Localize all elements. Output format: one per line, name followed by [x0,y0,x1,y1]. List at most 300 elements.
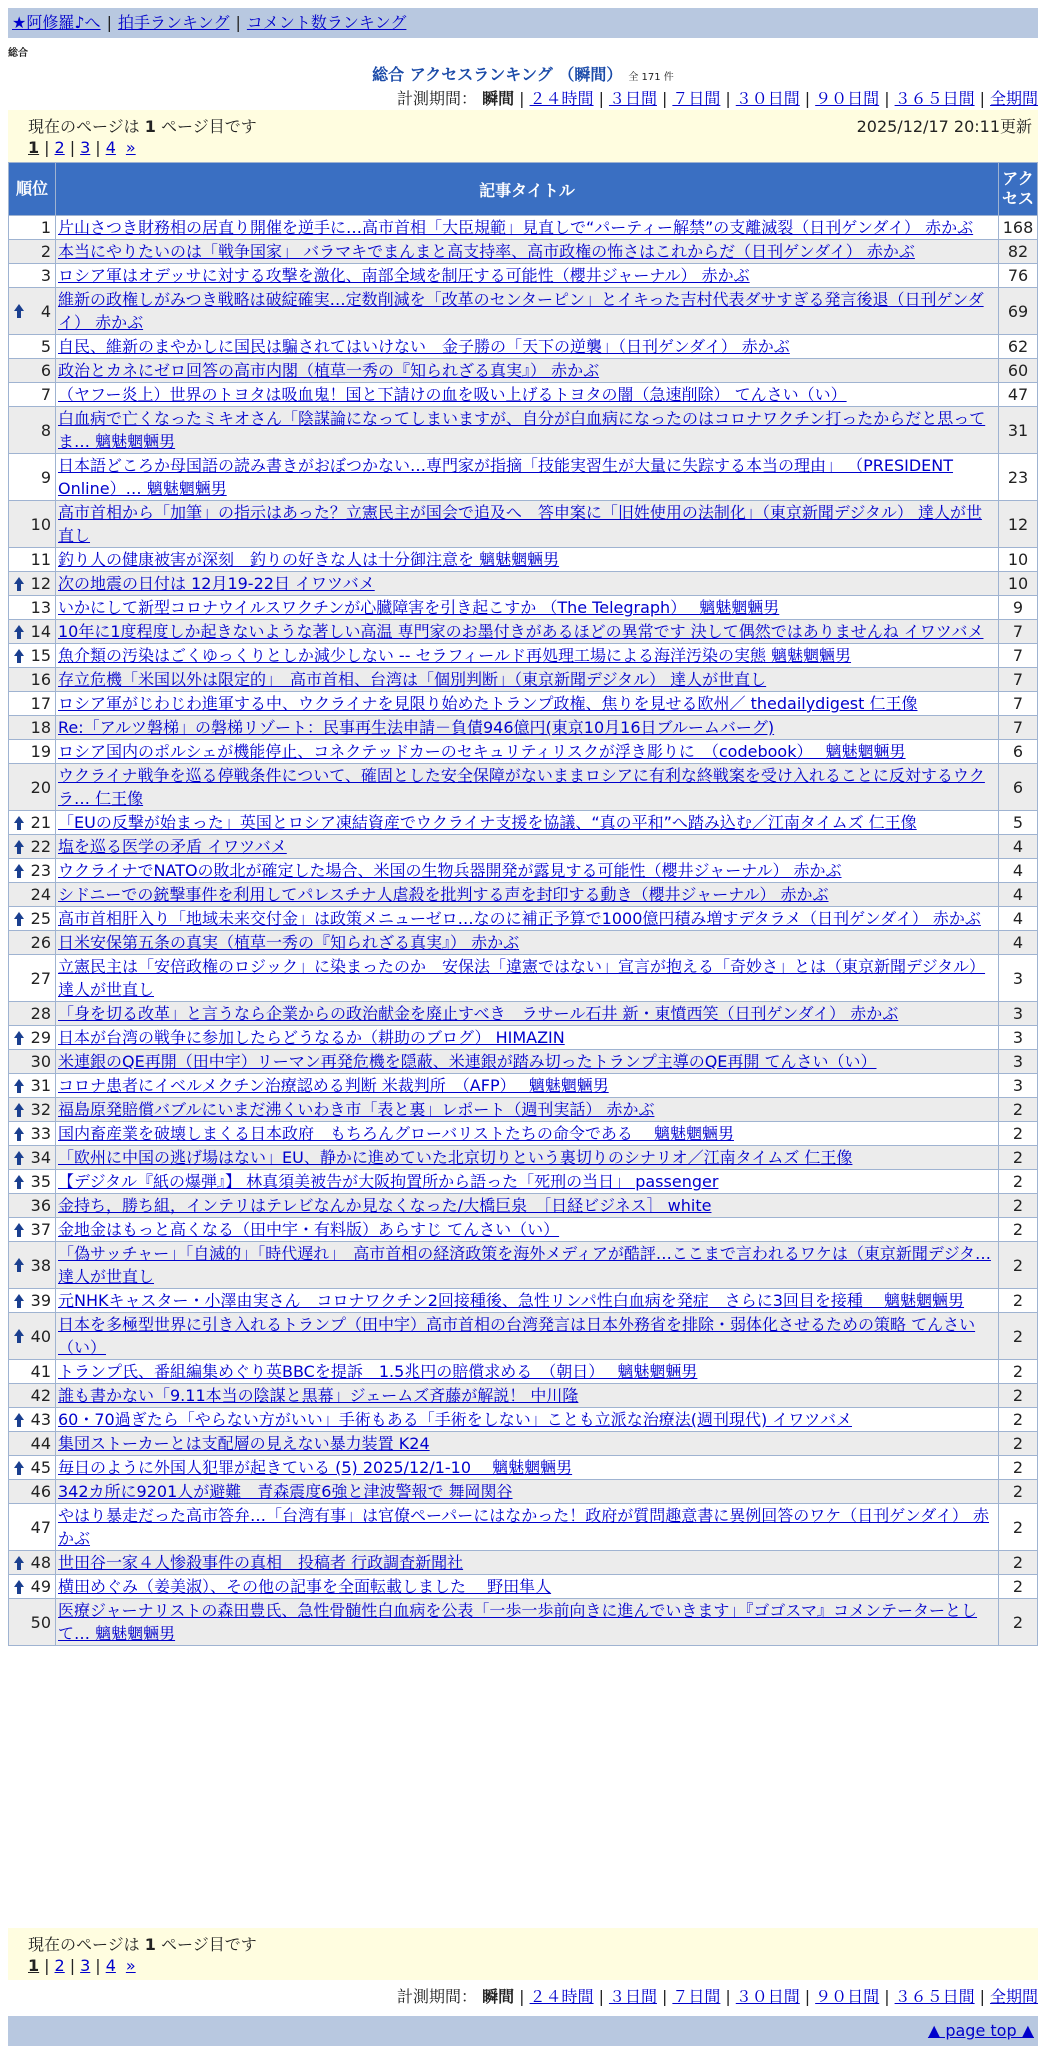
rank-number: 4 [40,301,51,321]
period-option-90d[interactable]: ９０日間 [815,89,880,108]
pager-bottom: 1 | 2 | 3 | 4 » [28,1956,136,1975]
access-count: 2 [999,1575,1038,1599]
title-cell [56,548,999,572]
article-title-link[interactable]: 「偽サッチャー」「自滅的」「時代遅れ」 高市首相の経済政策を海外メディアが酷評…ここまで言われるワケは（東京新聞デジタ… 達人が世直し [58,1244,991,1286]
article-title-link[interactable]: 自民、維新のまやかしに国民は騙されてはいけない 金子勝の「天下の逆襲」（日刊ゲンダイ） 赤かぶ [58,337,790,356]
rank-number: 35 [30,1172,51,1191]
table-row [9,240,1038,264]
rank-number: 27 [30,968,51,988]
article-title-link[interactable]: 金持ち，勝ち組，インテリはテレビなんか見なくなった/大橋巨泉 ［日経ビジネス］ white [58,1196,712,1215]
article-title-link[interactable]: 本当にやりたいのは「戦争国家」 バラマキでまんまと高支持率、高市政権の怖さはこれからだ（日刊ゲンダイ） 赤かぶ [58,242,915,261]
title-cell [56,383,999,407]
header-title: 記事タイトル [56,163,999,216]
rank-number: 8 [40,420,51,440]
article-title-link[interactable]: コロナ患者にイベルメクチン治療認める判断 米裁判所 （AFP） 魑魅魍魎男 [58,1076,609,1095]
rank-number: 1 [40,218,51,237]
rank-cell [9,1384,56,1408]
access-count: 12 [999,501,1038,548]
title-cell [56,1575,999,1599]
article-title-link[interactable]: ロシア軍はオデッサに対する攻撃を激化、南部全域を制圧する可能性（櫻井ジャーナル） 赤かぶ [58,266,750,285]
rank-cell [9,955,56,1002]
article-title-link[interactable]: 誰も書かない「9.11本当の陰謀と黒幕」ジェームズ斉藤が解説！ 中川隆 [58,1386,579,1405]
pager-page-3[interactable]: 3 [80,1956,91,1975]
title-cell [56,335,999,359]
pager-next[interactable]: » [125,1956,136,1975]
current-page-text: 現在のページは 1 ページ目です [28,117,257,136]
rank-cell [9,1599,56,1646]
article-title-link[interactable]: ウクライナ戦争を巡る停戦条件について、確固とした安全保障がないままロシアに有利な終戦案を受け入れることに反対するウクラ… 仁王像 [58,766,985,808]
rank-up-arrow-icon [14,1079,24,1093]
article-title-link[interactable]: トランプ氏、番組編集めぐり英BBCを提訴 1.5兆円の賠償求める （朝日） 魑魅魍魎男 [58,1362,698,1381]
title-cell [56,1408,999,1432]
title-cell [56,454,999,501]
access-count: 4 [999,859,1038,883]
rank-up-arrow-icon [14,1413,24,1427]
rank-number: 36 [30,1196,51,1215]
table-row [9,620,1038,644]
article-title-link[interactable]: 福島原発賠償バブルにいまだ沸くいわき市「表と裏」レポート（週刊実話） 赤かぶ [58,1100,655,1119]
access-count: 76 [999,264,1038,288]
article-title-link[interactable]: 日米安保第五条の真実（植草一秀の『知られざる真実』） 赤かぶ [58,933,520,952]
period-option-90d[interactable]: ９０日間 [815,1987,880,2006]
rank-cell [9,1242,56,1289]
access-count: 82 [999,240,1038,264]
table-row [9,407,1038,454]
article-title-link[interactable]: 「欧州に中国の逃げ場はない」EU、静かに進めていた北京切りという裏切りのシナリオ／江南タイムズ 仁王像 [58,1148,853,1167]
access-count: 69 [999,288,1038,335]
ranking-table [8,162,1038,1646]
access-count: 23 [999,454,1038,501]
access-count: 2 [999,1360,1038,1384]
title-cell [56,835,999,859]
title-cell [56,1170,999,1194]
article-title-link[interactable]: シドニーでの銃撃事件を利用してパレスチナ人虐殺を批判する声を封印する動き（櫻井ジャーナル） 赤かぶ [58,885,829,904]
table-row [9,383,1038,407]
title-cell [56,620,999,644]
table-row [9,907,1038,931]
ranking-total-count: 全 171 件 [628,72,674,83]
rank-number: 17 [30,694,51,713]
rank-number: 30 [30,1052,51,1071]
period-label: 計測期間： [397,1987,478,2006]
table-row [9,1313,1038,1360]
table-row [9,1575,1038,1599]
period-option-24h[interactable]: ２４時間 [529,89,594,108]
access-count: 2 [999,1289,1038,1313]
rank-cell [9,1074,56,1098]
title-cell [56,1551,999,1575]
article-title-link[interactable]: 医療ジャーナリストの森田豊氏、急性骨髄性白血病を公表「一歩一歩前向きに進んでいきます」『ゴゴスマ』コメンテーターとして… 魑魅魍魎男 [58,1601,978,1643]
title-cell [56,1002,999,1026]
pager-top: 1 | 2 | 3 | 4 » [28,138,136,157]
article-title-link[interactable]: 日本を多極型世界に引き入れるトランプ（田中宇）高市首相の台湾発言は日本外務省を排除・弱体化させるための策略 てんさい（い） [58,1315,976,1357]
access-count: 47 [999,383,1038,407]
rank-cell [9,907,56,931]
period-option-3d[interactable]: ３日間 [608,1987,657,2006]
article-title-link[interactable]: 釣り人の健康被害が深刻 釣りの好きな人は十分御注意を 魑魅魍魎男 [58,550,560,569]
table-row [9,1218,1038,1242]
article-title-link[interactable]: 維新の政権しがみつき戦略は破綻確実…定数削減を「改革のセンターピン」とイキった吉村代表ダサすぎる発言後退（日刊ゲンダイ） 赤かぶ [58,290,984,332]
table-row [9,1504,1038,1551]
title-cell [56,1384,999,1408]
access-count: 2 [999,1122,1038,1146]
table-row [9,1408,1038,1432]
table-row [9,1122,1038,1146]
rank-cell [9,1050,56,1074]
title-cell [56,1194,999,1218]
rank-cell [9,596,56,620]
table-row [9,264,1038,288]
pager-page-4[interactable]: 4 [105,138,116,157]
title-cell [56,240,999,264]
article-title-link[interactable]: 米連銀のQE再開（田中宇）リーマン再発危機を隠蔽、米連銀が踏み切ったトランプ主導のQE再開 てんさい（い） [58,1052,877,1071]
rank-up-arrow-icon [14,1127,24,1141]
rank-number: 20 [30,777,51,797]
table-row [9,288,1038,335]
current-page-text-bottom: 現在のページは 1 ページ目です [28,1935,257,1954]
rank-number: 39 [30,1291,51,1310]
article-title-link[interactable]: 60・70過ぎたら「やらない方がいい」手術もある「手術をしない」ことも立派な治療法(週刊現代) イワツバメ [58,1410,852,1429]
table-row [9,668,1038,692]
rank-number: 29 [30,1028,51,1047]
rank-number: 10 [30,514,51,534]
title-cell [56,1504,999,1551]
access-count: 4 [999,907,1038,931]
rank-number: 12 [30,574,51,593]
article-title-link[interactable]: 日本語どころか母国語の読み書きがおぼつかない…専門家が指摘「技能実習生が大量に失踪する本当の理由」 （PRESIDENT Online）… 魑魅魍魎男 [58,456,954,498]
rank-cell [9,1456,56,1480]
period-label: 計測期間： [397,89,478,108]
rank-cell [9,668,56,692]
rank-up-arrow-icon [14,649,24,663]
title-cell [56,1026,999,1050]
title-cell [56,764,999,811]
title-cell [56,1242,999,1289]
article-title-link[interactable]: ロシア軍がじわじわ進軍する中、ウクライナを見限り始めたトランプ政権、焦りを見せる欧州／ thedailydigest 仁王像 [58,694,918,713]
table-row [9,883,1038,907]
table-row [9,1002,1038,1026]
rank-number: 13 [30,598,51,617]
article-title-link[interactable]: 白血病で亡くなったミキオさん「陰謀論になってしまいますが、自分が白血病になったのはコロナワクチン打ったからだと思ってま… 魑魅魍魎男 [58,409,986,451]
title-cell [56,740,999,764]
table-row [9,1194,1038,1218]
title-cell [56,1456,999,1480]
title-cell [56,1360,999,1384]
rank-cell [9,501,56,548]
nav-link-asyura-home[interactable]: ★阿修羅♪へ [12,13,101,32]
period-option-365d[interactable]: ３６５日間 [894,89,975,108]
rank-cell [9,740,56,764]
access-count: 2 [999,1218,1038,1242]
table-row [9,644,1038,668]
rank-cell [9,1480,56,1504]
ranking-title [0,62,1046,85]
title-cell [56,644,999,668]
article-title-link[interactable]: 10年に1度程度しか起きないような著しい高温 専門家のお墨付きがあるほどの異常です 決して偶然ではありませんね イワツバメ [58,622,984,641]
rank-number: 2 [40,242,51,261]
rank-number: 49 [30,1577,51,1596]
page-info-bottom [8,1928,1038,1980]
period-option-3d[interactable]: ３日間 [608,89,657,108]
article-title-link[interactable]: ロシア国内のポルシェが機能停止、コネクテッドカーのセキュリティリスクが浮き彫りに （codebook） 魑魅魍魎男 [58,742,906,761]
rank-cell [9,407,56,454]
table-row [9,1551,1038,1575]
rank-number: 7 [40,385,51,404]
title-cell [56,1218,999,1242]
rank-number: 31 [30,1076,51,1095]
rank-number: 28 [30,1004,51,1023]
article-title-link[interactable]: 金地金はもっと高くなる（田中宇・有料版）あらすじ てんさい（い） [58,1220,560,1239]
rank-cell [9,1170,56,1194]
rank-cell [9,1360,56,1384]
rank-number: 40 [30,1326,51,1346]
article-title-link[interactable]: 次の地震の日付は 12月19-22日 イワツバメ [58,574,375,593]
table-row [9,1289,1038,1313]
rank-number: 32 [30,1100,51,1119]
rank-up-arrow-icon [14,840,24,854]
article-title-link[interactable]: 日本が台湾の戦争に参加したらどうなるか（耕助のブログ） HIMAZIN [58,1028,565,1047]
rank-number: 6 [40,361,51,380]
header-rank: 順位 [9,163,56,216]
rank-cell [9,1504,56,1551]
table-row [9,835,1038,859]
rank-number: 34 [30,1148,51,1167]
pager-page-2[interactable]: 2 [54,1956,65,1975]
article-title-link[interactable]: 「EUの反撃が始まった」英国とロシア凍結資産でウクライナ支援を協議、“真の平和”へ踏み込む／江南タイムズ 仁王像 [58,813,917,832]
table-row [9,931,1038,955]
rank-number: 16 [30,670,51,689]
table-row [9,501,1038,548]
access-count: 3 [999,1026,1038,1050]
access-count: 2 [999,1170,1038,1194]
rank-cell [9,1289,56,1313]
rank-cell [9,692,56,716]
title-cell [56,288,999,335]
article-title-link[interactable]: 立憲民主は「安倍政権のロジック」に染まったのか 安保法「違憲ではない」宣言が抱える「奇妙さ」とは（東京新聞デジタル） 達人が世直し [58,957,986,999]
pager-page-4[interactable]: 4 [105,1956,116,1975]
article-title-link[interactable]: 横田めぐみ（姜美淑）、その他の記事を全面転載しました 野田隼人 [58,1577,552,1596]
period-option-365d[interactable]: ３６５日間 [894,1987,975,2006]
rank-number: 38 [30,1255,51,1275]
rank-number: 3 [40,266,51,285]
nav-link-comment-ranking[interactable]: コメント数ランキング [246,13,407,32]
table-row [9,1480,1038,1504]
rank-cell [9,383,56,407]
rank-number: 42 [30,1386,51,1405]
rank-cell [9,1551,56,1575]
access-count: 6 [999,740,1038,764]
title-cell [56,1289,999,1313]
period-option-7d[interactable]: ７日間 [672,89,721,108]
access-count: 2 [999,1408,1038,1432]
title-cell [56,1146,999,1170]
period-option-7d[interactable]: ７日間 [672,1987,721,2006]
rank-up-arrow-icon [14,1294,24,1308]
title-cell [56,1050,999,1074]
access-count: 7 [999,692,1038,716]
rank-number: 24 [30,885,51,904]
title-cell [56,264,999,288]
access-count: 2 [999,1194,1038,1218]
rank-cell [9,644,56,668]
table-row [9,716,1038,740]
rank-cell [9,572,56,596]
article-title-link[interactable]: 世田谷一家４人惨殺事件の真相 投稿者 行政調査新聞社 [58,1553,464,1572]
access-count: 31 [999,407,1038,454]
table-row [9,335,1038,359]
rank-cell [9,454,56,501]
article-title-link[interactable]: ウクライナでNATOの敗北が確定した場合、米国の生物兵器開発が露見する可能性（櫻井ジャーナル） 赤かぶ [58,861,842,880]
table-row [9,1146,1038,1170]
article-title-link[interactable]: 元NHKキャスター・小澤由実さん コロナワクチン2回接種後、急性リンパ性白血病を発症 さらに3回目を接種 魑魅魍魎男 [58,1291,965,1310]
title-cell [56,501,999,548]
article-title-link[interactable]: 片山さつき財務相の居直り開催を逆手に…高市首相「大臣規範」見直しで“パーティー解禁”の支離滅裂（日刊ゲンダイ） 赤かぶ [58,218,974,237]
rank-up-arrow-icon [14,912,24,926]
title-cell [56,572,999,596]
rank-number: 9 [40,467,51,487]
access-count: 10 [999,572,1038,596]
rank-cell [9,835,56,859]
article-title-link[interactable]: 「身を切る改革」と言うなら企業からの政治献金を廃止すべき ラサール石井 新・東憤西笑（日刊ゲンダイ） 赤かぶ [58,1004,899,1023]
nav-link-clap-ranking[interactable]: 拍手ランキング [117,13,230,32]
table-row [9,1432,1038,1456]
rank-number: 21 [30,813,51,832]
rank-number: 33 [30,1124,51,1143]
rank-cell [9,1002,56,1026]
article-title-link[interactable]: 高市首相から「加筆」の指示はあった？立憲民主が国会で追及へ 答申案に「旧姓使用の法制化」（東京新聞デジタル） 達人が世直し [58,503,982,545]
rank-cell [9,1026,56,1050]
table-row [9,1242,1038,1289]
rank-number: 50 [30,1612,51,1632]
title-cell [56,407,999,454]
rank-up-arrow-icon [14,816,24,830]
access-count: 168 [999,216,1038,240]
period-option-30d[interactable]: ３０日間 [735,1987,800,2006]
rank-cell [9,548,56,572]
title-cell [56,859,999,883]
article-title-link[interactable]: 存立危機「米国以外は限定的」 高市首相、台湾は「個別判断」（東京新聞デジタル） 達人が世直し [58,670,767,689]
page-top-link[interactable]: ▲ page top ▲ [927,2021,1034,2040]
rank-number: 37 [30,1220,51,1239]
period-option-30d[interactable]: ３０日間 [735,89,800,108]
rank-cell [9,240,56,264]
rank-up-arrow-icon [14,864,24,878]
article-title-link[interactable]: 342カ所に9201人が避難 青森震度6強と津波警報で 舞岡関谷 [58,1482,513,1501]
access-count: 7 [999,620,1038,644]
pager-page-2[interactable]: 2 [54,138,65,157]
title-cell [56,1122,999,1146]
header-access: アクセス [999,163,1038,216]
access-count: 7 [999,644,1038,668]
title-cell [56,811,999,835]
rank-cell [9,216,56,240]
ranking-title-text: 総合 アクセスランキング （瞬間） [372,65,623,84]
article-title-link[interactable]: やはり暴走だった高市答弁…「台湾有事」は官僚ペーパーにはなかった！政府が質問趣意書に異例回答のワケ（日刊ゲンダイ） 赤かぶ [58,1506,990,1548]
rank-up-arrow-icon [14,1103,24,1117]
pager-page-3[interactable]: 3 [80,138,91,157]
rank-up-arrow-icon [14,1556,24,1570]
rank-number: 41 [30,1362,51,1381]
article-title-link[interactable]: 高市首相肝入り「地域未来交付金」は政策メニューゼロ…なのに補正予算で1000億円積み増すデタラメ（日刊ゲンダイ） 赤かぶ [58,909,981,928]
rank-cell [9,335,56,359]
article-title-link[interactable]: 国内畜産業を破壊しまくる日本政府 もちろんグローバリストたちの命令である 魑魅魍魎男 [58,1124,734,1143]
rank-number: 5 [40,337,51,356]
article-title-link[interactable]: 集団ストーカーとは支配層の見えない暴力装置 K24 [58,1434,430,1453]
table-row [9,1050,1038,1074]
access-count: 5 [999,811,1038,835]
access-count: 2 [999,1313,1038,1360]
rank-number: 47 [30,1517,51,1537]
rank-up-arrow-icon [14,1151,24,1165]
rank-cell [9,359,56,383]
article-title-link[interactable]: 【デジタル『紙の爆弾』】 林真須美被告が大阪拘置所から語った「死刑の当日」 passenger [58,1172,719,1191]
access-count: 2 [999,1146,1038,1170]
period-current: 瞬間 [482,89,515,108]
rank-number: 48 [30,1553,51,1572]
period-current: 瞬間 [482,1987,515,2006]
title-cell [56,955,999,1002]
rank-number: 25 [30,909,51,928]
updated-timestamp: 2025/12/17 20:11更新 [856,117,1032,136]
rank-cell [9,1313,56,1360]
access-count: 2 [999,1504,1038,1551]
period-selector-bottom: 計測期間： 瞬間 | ２４時間 | ３日間 | ７日間 | ３０日間 | ９０日間 | ３６５日間 | 全期間 [397,1987,1038,2006]
article-title-link[interactable]: 政治とカネにゼロ回答の高市内閣（植草一秀の『知られざる真実』） 赤かぶ [58,361,600,380]
period-option-all[interactable]: 全期間 [989,89,1038,108]
rank-number: 19 [30,742,51,761]
period-option-all[interactable]: 全期間 [989,1987,1038,2006]
access-count: 7 [999,668,1038,692]
period-option-24h[interactable]: ２４時間 [529,1987,594,2006]
table-header-row [9,163,1038,216]
rank-cell [9,1408,56,1432]
bottom-bar [8,2016,1038,2046]
title-cell [56,1313,999,1360]
table-row [9,811,1038,835]
rank-number: 14 [30,622,51,641]
access-count: 62 [999,335,1038,359]
table-row [9,548,1038,572]
rank-up-arrow-icon [14,625,24,639]
title-cell [56,1480,999,1504]
rank-cell [9,264,56,288]
article-title-link[interactable]: 毎日のように外国人犯罪が起きている (5) 2025/12/1-10 魑魅魍魎男 [58,1458,573,1477]
rank-cell [9,1575,56,1599]
title-cell [56,907,999,931]
article-title-link[interactable]: （ヤフー炎上）世界のトヨタは吸血鬼！国と下請けの血を吸い上げるトヨタの闇（急速削除） てんさい（い） [58,385,847,404]
rank-number: 11 [30,550,51,569]
rank-cell [9,1122,56,1146]
access-count: 10 [999,548,1038,572]
rank-cell [9,1146,56,1170]
rank-cell [9,1432,56,1456]
rank-number: 26 [30,933,51,952]
period-selector-top: 計測期間： 瞬間 | ２４時間 | ３日間 | ７日間 | ３０日間 | ９０日間 | ３６５日間 | 全期間 [397,89,1038,108]
article-title-link[interactable]: 魚介類の汚染はごくゆっくりとしか減少しない -- セラフィールド再処理工場による海洋汚染の実態 魑魅魍魎男 [58,646,852,665]
access-count: 2 [999,1480,1038,1504]
pager-next[interactable]: » [125,138,136,157]
article-title-link[interactable]: 塩を巡る医学の矛盾 イワツバメ [58,837,287,856]
page-info-top [8,110,1038,162]
title-cell [56,1074,999,1098]
article-title-link[interactable]: いかにして新型コロナウイルスワクチンが心臓障害を引き起こすか （The Telegraph） 魑魅魍魎男 [58,598,780,617]
rank-up-arrow-icon [14,1258,24,1272]
table-row [9,454,1038,501]
article-title-link[interactable]: Re:「アルツ磐梯」の磐梯リゾート：民事再生法申請－負債946億円(東京10月16日ブルームバーグ) [58,718,775,737]
title-cell [56,883,999,907]
title-cell [56,692,999,716]
ranking-table-body [9,216,1038,1646]
